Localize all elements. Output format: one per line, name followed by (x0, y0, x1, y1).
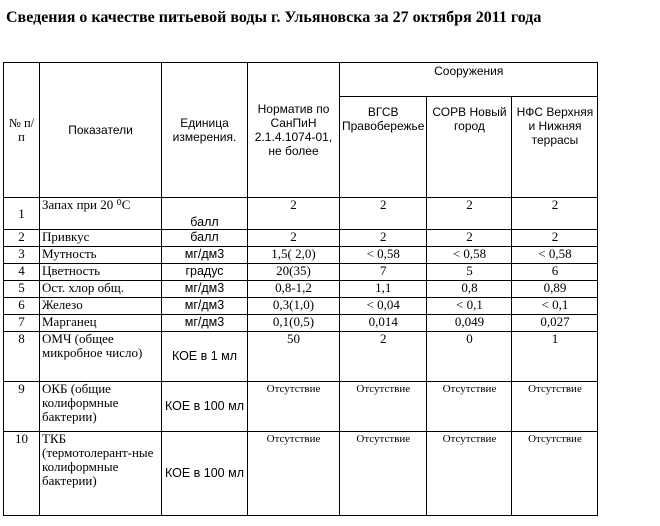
row-unit: балл (162, 198, 248, 230)
header-vgsv: ВГСВ Правобережье (340, 97, 427, 198)
row-vgsv: < 0,04 (340, 298, 427, 315)
row-indicator: Железо (40, 298, 162, 315)
table-row (4, 264, 598, 281)
row-vgsv: Отсутствие (340, 382, 427, 432)
row-sorv: 5 (427, 264, 512, 281)
row-unit: мг/дм3 (162, 247, 248, 264)
row-nfs: 0,027 (512, 315, 598, 332)
table-row (4, 230, 598, 247)
row-nfs: < 0,1 (512, 298, 598, 315)
row-indicator: Запах при 20 ⁰С (40, 198, 162, 230)
row-unit: мг/дм3 (162, 281, 248, 298)
row-sorv: 0,049 (427, 315, 512, 332)
water-quality-table (3, 62, 598, 516)
row-sorv: 2 (427, 230, 512, 247)
page-title: Сведения о качестве питьевой воды г. Ульяновска за 27 октября 2011 года (6, 9, 542, 26)
table-row (4, 315, 598, 332)
table-row (4, 247, 598, 264)
row-num: 10 (4, 432, 40, 516)
row-vgsv: < 0,58 (340, 247, 427, 264)
table-row (4, 298, 598, 315)
header-facilities: Сооружения (340, 63, 598, 97)
row-unit: КОЕ в 100 мл (162, 382, 248, 432)
row-norm: 0,3(1,0) (248, 298, 340, 315)
row-vgsv: 2 (340, 198, 427, 230)
row-indicator: ОМЧ (общее микробное число) (40, 332, 162, 382)
row-norm: 50 (248, 332, 340, 382)
row-num: 3 (4, 247, 40, 264)
table-row (4, 382, 598, 432)
table-row (4, 432, 598, 516)
row-indicator: ОКБ (общие колиформные бактерии) (40, 382, 162, 432)
row-norm: 2 (248, 230, 340, 247)
row-norm: Отсутствие (248, 432, 340, 516)
row-num: 7 (4, 315, 40, 332)
row-unit: мг/дм3 (162, 315, 248, 332)
row-nfs: 1 (512, 332, 598, 382)
row-num: 4 (4, 264, 40, 281)
row-nfs: 0,89 (512, 281, 598, 298)
row-vgsv: 0,014 (340, 315, 427, 332)
table-row (4, 332, 598, 382)
row-vgsv: Отсутствие (340, 432, 427, 516)
row-nfs: 2 (512, 230, 598, 247)
row-num: 9 (4, 382, 40, 432)
header-nfs: НФС Верхняя и Нижняя террасы (512, 97, 598, 198)
row-sorv: < 0,58 (427, 247, 512, 264)
row-nfs: Отсутствие (512, 382, 598, 432)
row-norm: 0,8-1,2 (248, 281, 340, 298)
header-norm: Норматив по СанПиН 2.1.4.1074-01, не более (248, 63, 340, 198)
header-indicator: Показатели (40, 63, 162, 198)
header-row-top (4, 63, 598, 97)
header-unit: Единица измерения. (162, 63, 248, 198)
row-norm: 20(35) (248, 264, 340, 281)
row-num: 5 (4, 281, 40, 298)
row-unit: КОЕ в 100 мл (162, 432, 248, 516)
row-norm: 2 (248, 198, 340, 230)
row-sorv: 0,8 (427, 281, 512, 298)
row-indicator: ТКБ (термотолерант-ные колиформные бактерии) (40, 432, 162, 516)
row-vgsv: 7 (340, 264, 427, 281)
row-unit: КОЕ в 1 мл (162, 332, 248, 382)
row-vgsv: 1,1 (340, 281, 427, 298)
table-row (4, 281, 598, 298)
row-nfs: 6 (512, 264, 598, 281)
row-norm: 0,1(0,5) (248, 315, 340, 332)
row-num: 1 (4, 198, 40, 230)
row-nfs: 2 (512, 198, 598, 230)
row-sorv: 2 (427, 198, 512, 230)
row-sorv: Отсутствие (427, 382, 512, 432)
row-nfs: < 0,58 (512, 247, 598, 264)
row-indicator: Привкус (40, 230, 162, 247)
row-vgsv: 2 (340, 332, 427, 382)
row-num: 8 (4, 332, 40, 382)
row-sorv: < 0,1 (427, 298, 512, 315)
row-vgsv: 2 (340, 230, 427, 247)
row-unit: балл (162, 230, 248, 247)
row-nfs: Отсутствие (512, 432, 598, 516)
row-unit: градус (162, 264, 248, 281)
row-indicator: Цветность (40, 264, 162, 281)
row-sorv: Отсутствие (427, 432, 512, 516)
row-indicator: Ост. хлор общ. (40, 281, 162, 298)
header-sorv: СОРВ Новый город (427, 97, 512, 198)
row-num: 6 (4, 298, 40, 315)
row-indicator: Мутность (40, 247, 162, 264)
header-num: № п/п (4, 63, 40, 198)
row-unit: мг/дм3 (162, 298, 248, 315)
table-row (4, 198, 598, 230)
row-norm: 1,5( 2,0) (248, 247, 340, 264)
row-norm: Отсутствие (248, 382, 340, 432)
row-sorv: 0 (427, 332, 512, 382)
row-num: 2 (4, 230, 40, 247)
row-indicator: Марганец (40, 315, 162, 332)
